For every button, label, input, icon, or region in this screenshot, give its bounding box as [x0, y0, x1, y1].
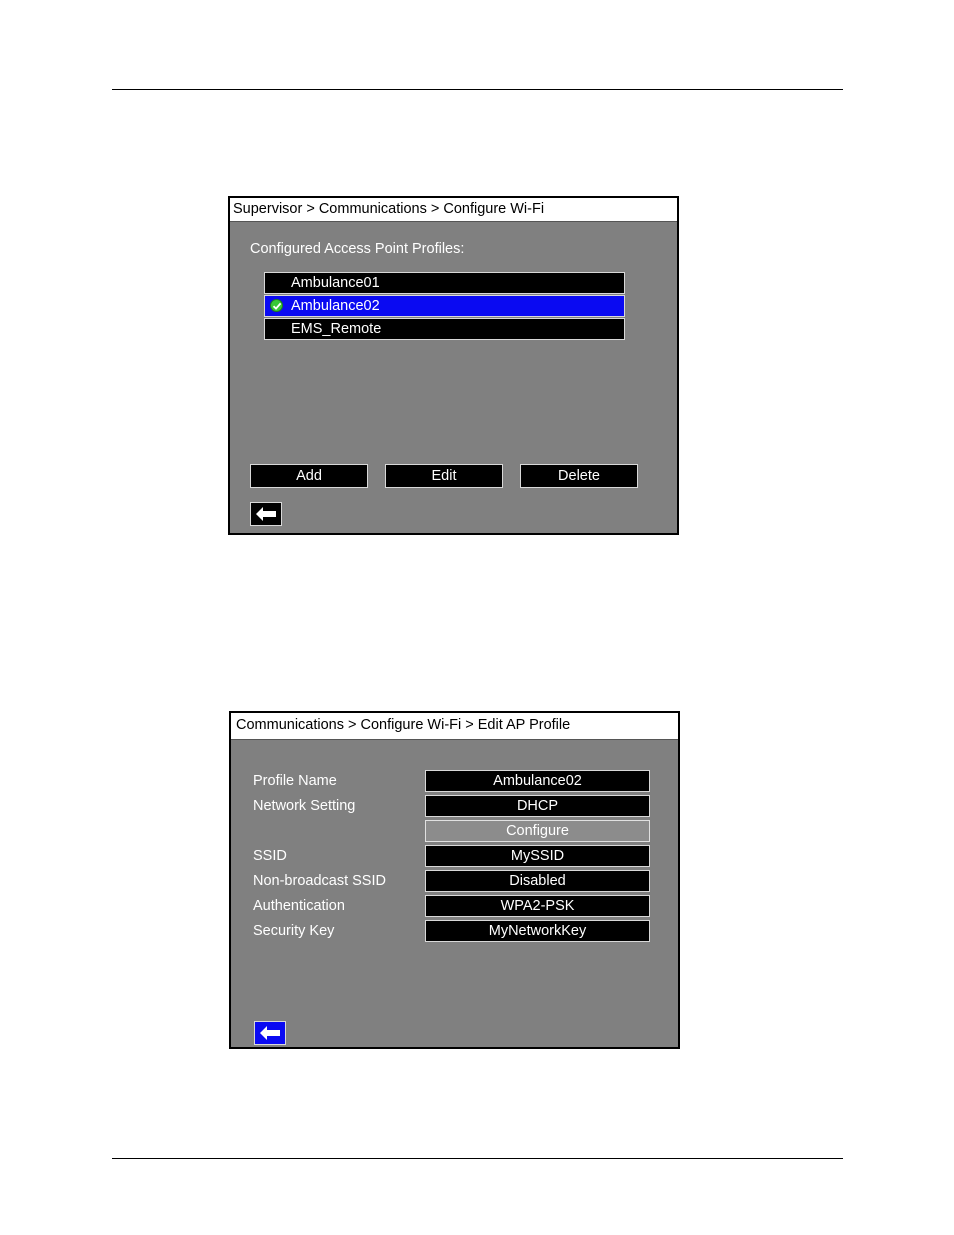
profile-name: EMS_Remote: [291, 321, 382, 337]
profile-name: Ambulance02: [291, 298, 380, 314]
back-arrow-icon: [259, 1025, 281, 1041]
security-key-label: Security Key: [253, 923, 335, 939]
back-arrow-icon: [255, 506, 277, 522]
footer-rule: [112, 1158, 843, 1159]
edit-button[interactable]: Edit: [385, 464, 503, 488]
configure-button[interactable]: Configure: [425, 820, 650, 842]
back-button[interactable]: [254, 1021, 286, 1045]
add-button[interactable]: Add: [250, 464, 368, 488]
list-item-ambulance02[interactable]: [264, 295, 625, 317]
check-circle-icon: [270, 299, 283, 312]
section-label: Configured Access Point Profiles:: [250, 241, 465, 257]
profile-list: [264, 272, 625, 341]
list-item-ems-remote[interactable]: [264, 318, 625, 340]
profile-name: Ambulance01: [291, 275, 380, 291]
header-rule: [112, 89, 843, 90]
ssid-label: SSID: [253, 848, 287, 864]
edit-ap-profile-screen: [229, 711, 680, 1049]
list-item-ambulance01[interactable]: [264, 272, 625, 294]
network-setting-field[interactable]: DHCP: [425, 795, 650, 817]
non-broadcast-ssid-field[interactable]: Disabled: [425, 870, 650, 892]
security-key-field[interactable]: MyNetworkKey: [425, 920, 650, 942]
profile-name-field[interactable]: Ambulance02: [425, 770, 650, 792]
network-setting-label: Network Setting: [253, 798, 356, 814]
back-button[interactable]: [250, 502, 282, 526]
breadcrumb: Communications > Configure Wi-Fi > Edit AP Profile: [231, 713, 678, 740]
ssid-field[interactable]: MySSID: [425, 845, 650, 867]
breadcrumb: Supervisor > Communications > Configure Wi-Fi: [230, 198, 677, 222]
non-broadcast-ssid-label: Non-broadcast SSID: [253, 873, 386, 889]
delete-button[interactable]: Delete: [520, 464, 638, 488]
profile-name-label: Profile Name: [253, 773, 337, 789]
authentication-field[interactable]: WPA2-PSK: [425, 895, 650, 917]
authentication-label: Authentication: [253, 898, 345, 914]
configure-wifi-screen: [228, 196, 679, 535]
